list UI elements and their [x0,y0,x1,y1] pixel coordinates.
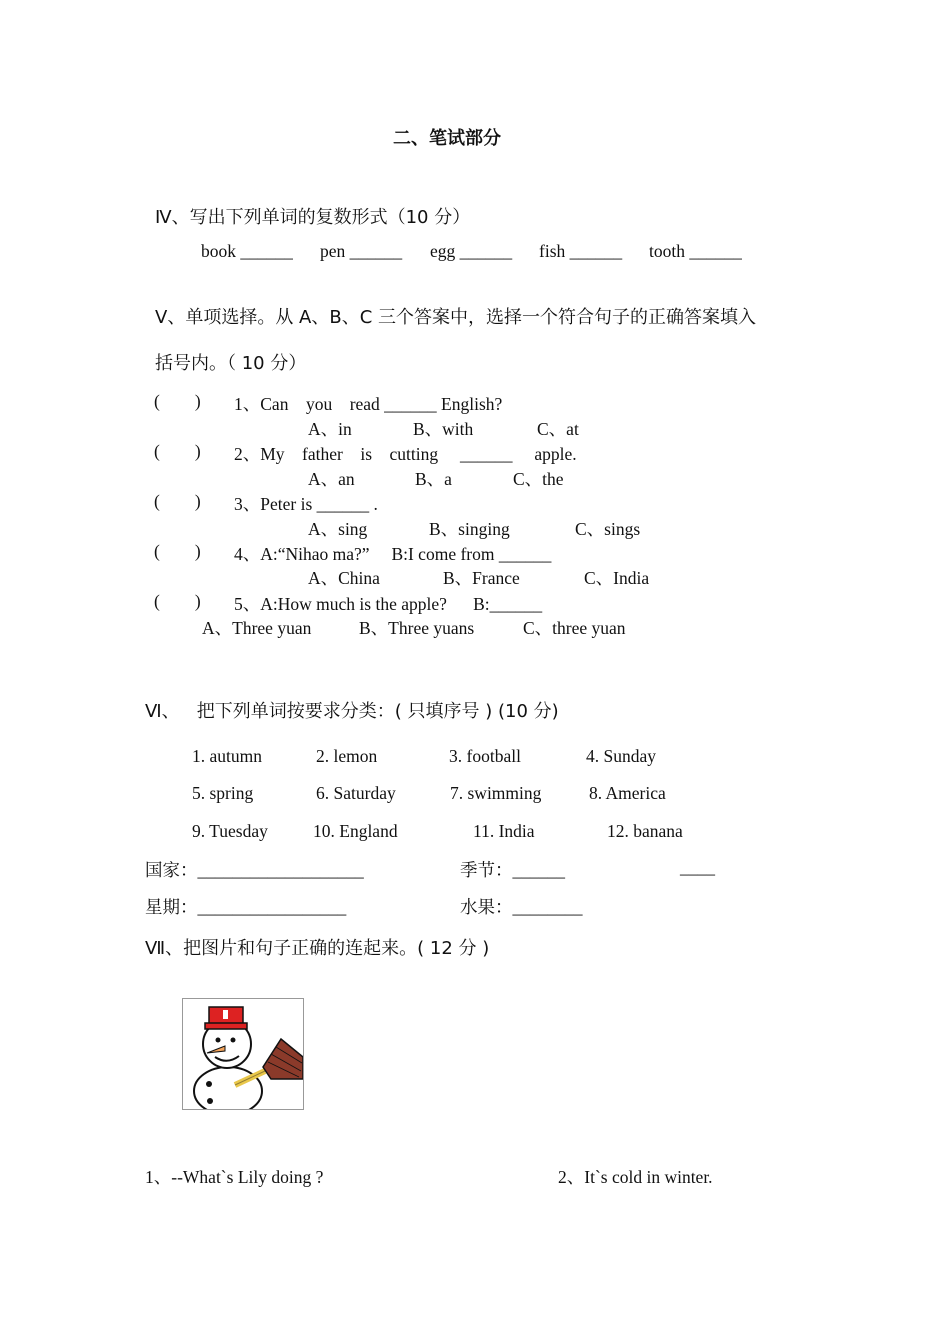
option-c: C、three yuan [523,618,626,638]
page-title: 二、笔试部分 [393,128,501,149]
category-fruit: 水果：________ [460,897,583,917]
option-a: A、Three yuan [202,618,312,638]
option-b: B、singing [429,519,510,539]
option-b: B、France [443,568,520,588]
word-item: 8. America [589,783,666,803]
category-week: 星期：_________________ [145,897,347,917]
match-sentence-2: 2、It`s cold in winter. [558,1167,713,1187]
question-text: 3、Peter is ______ . [234,494,378,514]
word-item: 12. banana [607,821,683,841]
question-text: 1、Can you read ______ English? [234,394,503,414]
match-sentence-1: 1、--What`s Lily doing ? [145,1167,324,1187]
option-a: A、in [308,419,352,439]
option-a: A、China [308,568,380,588]
option-b: B、with [413,419,474,439]
section-7-heading: Ⅶ、把图片和句子正确的连起来。( 12 分 ) [145,938,490,959]
question-text: 2、My father is cutting ______ apple. [234,444,577,464]
plural-word-egg: egg ______ [430,241,513,261]
word-item: 10. England [313,821,398,841]
question-text: 5、A:How much is the apple? B:______ [234,594,543,614]
option-c: C、sings [575,519,641,539]
word-item: 3. football [449,746,521,766]
word-item: 4. Sunday [586,746,656,766]
option-b: B、a [415,469,452,489]
answer-paren: ( ) [154,441,201,461]
snowman-picture [182,998,304,1110]
answer-paren: ( ) [154,541,201,561]
answer-paren: ( ) [154,391,201,411]
word-item: 7. swimming [450,783,542,803]
plural-word-pen: pen ______ [320,241,403,261]
word-item: 9. Tuesday [192,821,268,841]
plural-word-tooth: tooth ______ [649,241,742,261]
plural-word-book: book ______ [201,241,293,261]
word-item: 11. India [473,821,535,841]
plural-word-fish: fish ______ [539,241,623,261]
word-item: 6. Saturday [316,783,396,803]
section-4-heading: Ⅳ、写出下列单词的复数形式（10 分） [155,207,471,228]
answer-paren: ( ) [154,591,201,611]
word-item: 2. lemon [316,746,378,766]
category-season: 季节：______ [460,860,565,880]
question-text: 4、A:“Nihao ma?” B:I come from ______ [234,544,552,564]
category-country: 国家：___________________ [145,860,364,880]
option-c: C、the [513,469,564,489]
section-5-heading-line1: Ⅴ、单项选择。从 A、B、C 三个答案中，选择一个符合句子的正确答案填入 [155,307,756,328]
option-a: A、sing [308,519,368,539]
category-season-extra: ____ [680,857,715,877]
word-item: 1. autumn [192,746,262,766]
option-b: B、Three yuans [359,618,475,638]
section-6-heading: Ⅵ、 把下列单词按要求分类：( 只填序号 ) (10 分) [145,701,559,722]
answer-paren: ( ) [154,491,201,511]
section-5-heading-line2: 括号内。（ 10 分） [155,353,307,374]
word-item: 5. spring [192,783,254,803]
option-c: C、India [584,568,650,588]
option-c: C、at [537,419,579,439]
option-a: A、an [308,469,355,489]
